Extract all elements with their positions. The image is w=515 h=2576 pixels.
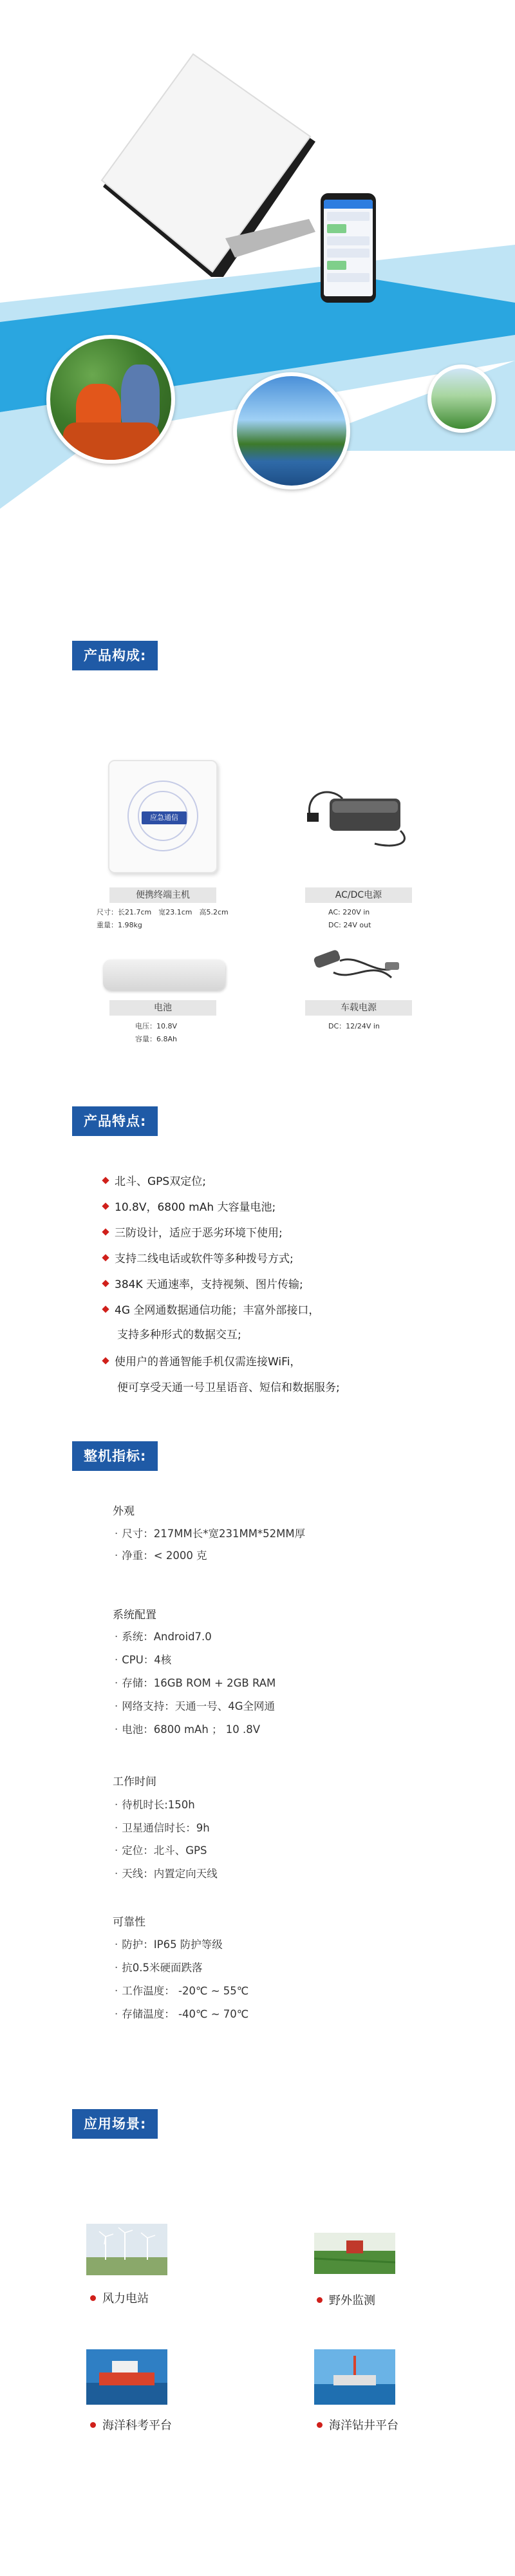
spec-line: · 网络支持：天通一号、4G全网通 [115,1700,276,1712]
spec-line: · 尺寸：217MM长*宽231MM*52MM厚 [115,1528,306,1540]
smartphone-image [321,193,376,303]
car-power-cable-image [308,947,404,985]
battery-image [103,960,225,990]
spec-line: · 抗0.5米硬面跌落 [115,1962,203,1974]
host-unit-image [108,760,218,873]
spec-line: · CPU：4核 [115,1654,172,1666]
rescue-team-photo [46,335,175,464]
section-title-features: 产品特点: [72,1106,158,1136]
spec-line: · 防护：IP65 防护等级 [115,1938,223,1951]
forest-photo [427,365,496,433]
host-spec-weight: 重量：1.98kg [97,921,142,929]
application-label-field: 野外监测 [317,2291,375,2308]
feature-item: 北斗、GPS双定位; [103,1174,206,1189]
feature-item: 10.8V，6800 mAh 大容量电池; [103,1200,276,1215]
spec-group-title: 外观 [113,1505,135,1518]
spec-group-title: 工作时间 [113,1776,156,1788]
ocean-research-photo [86,2349,167,2405]
spec-line: · 存储：16GB ROM + 2GB RAM [115,1677,276,1689]
spec-line: · 定位：北斗、GPS [115,1844,207,1857]
car-power-spec: DC：12/24V in [328,1022,380,1030]
lake-landscape-photo [233,372,350,489]
drilling-platform-photo [314,2349,395,2405]
feature-item: 使用户的普通智能手机仅需连接WiFi， [103,1354,301,1370]
car-power-label: 车载电源 [305,1000,412,1016]
spec-line: · 存储温度： -40℃ ~ 70℃ [115,2008,249,2020]
feature-item: 4G 全网通数据通信功能；丰富外部接口， [103,1303,319,1318]
adapter-spec-out: DC: 24V out [328,921,371,929]
spec-line: · 天线：内置定向天线 [115,1868,218,1880]
battery-spec-capacity: 容量：6.8Ah [135,1035,177,1043]
feature-item: 支持二线电话或软件等多种拨号方式; [103,1251,294,1267]
section-title-composition: 产品构成: [72,641,158,670]
battery-spec-voltage: 电压：10.8V [135,1022,178,1030]
spec-line: · 工作温度： -20℃ ~ 55℃ [115,1985,249,1997]
field-monitoring-photo [314,2233,395,2274]
spec-line: · 待机时长:150h [115,1799,195,1811]
application-label-drilling: 海洋钻井平台 [317,2416,398,2433]
feature-item-continuation: 便可享受天通一号卫星语音、短信和数据服务; [117,1381,340,1394]
adapter-spec-in: AC: 220V in [328,908,370,916]
spec-group-title: 可靠性 [113,1916,145,1929]
application-label-wind: 风力电站 [90,2289,149,2306]
ac-dc-adapter-image [304,779,413,850]
spec-line: · 系统：Android7.0 [115,1631,212,1643]
hero-banner [0,0,515,515]
battery-label: 电池 [109,1000,216,1016]
section-title-specs: 整机指标: [72,1441,158,1471]
adapter-label: AC/DC电源 [305,887,412,903]
spec-line: · 电池：6800 mAh ； 10 .8V [115,1723,261,1736]
spec-line: · 卫星通信时长：9h [115,1822,210,1834]
wind-farm-photo [86,2224,167,2275]
host-logo-text: 应急通信 [142,811,187,824]
feature-item: 三防设计，适应于恶劣环境下使用; [103,1226,283,1241]
host-spec-size: 尺寸：长21.7cm 宽23.1cm 高5.2cm [97,908,229,916]
host-label: 便携终端主机 [109,887,216,903]
feature-item-continuation: 支持多种形式的数据交互; [117,1329,241,1341]
spec-group-title: 系统配置 [113,1609,156,1622]
portable-terminal-image [97,45,328,277]
section-title-applications: 应用场景: [72,2109,158,2139]
spec-line: · 净重：< 2000 克 [115,1549,207,1562]
feature-item: 384K 天通速率，支持视频、图片传输; [103,1277,303,1293]
application-label-ocean: 海洋科考平台 [90,2416,172,2433]
